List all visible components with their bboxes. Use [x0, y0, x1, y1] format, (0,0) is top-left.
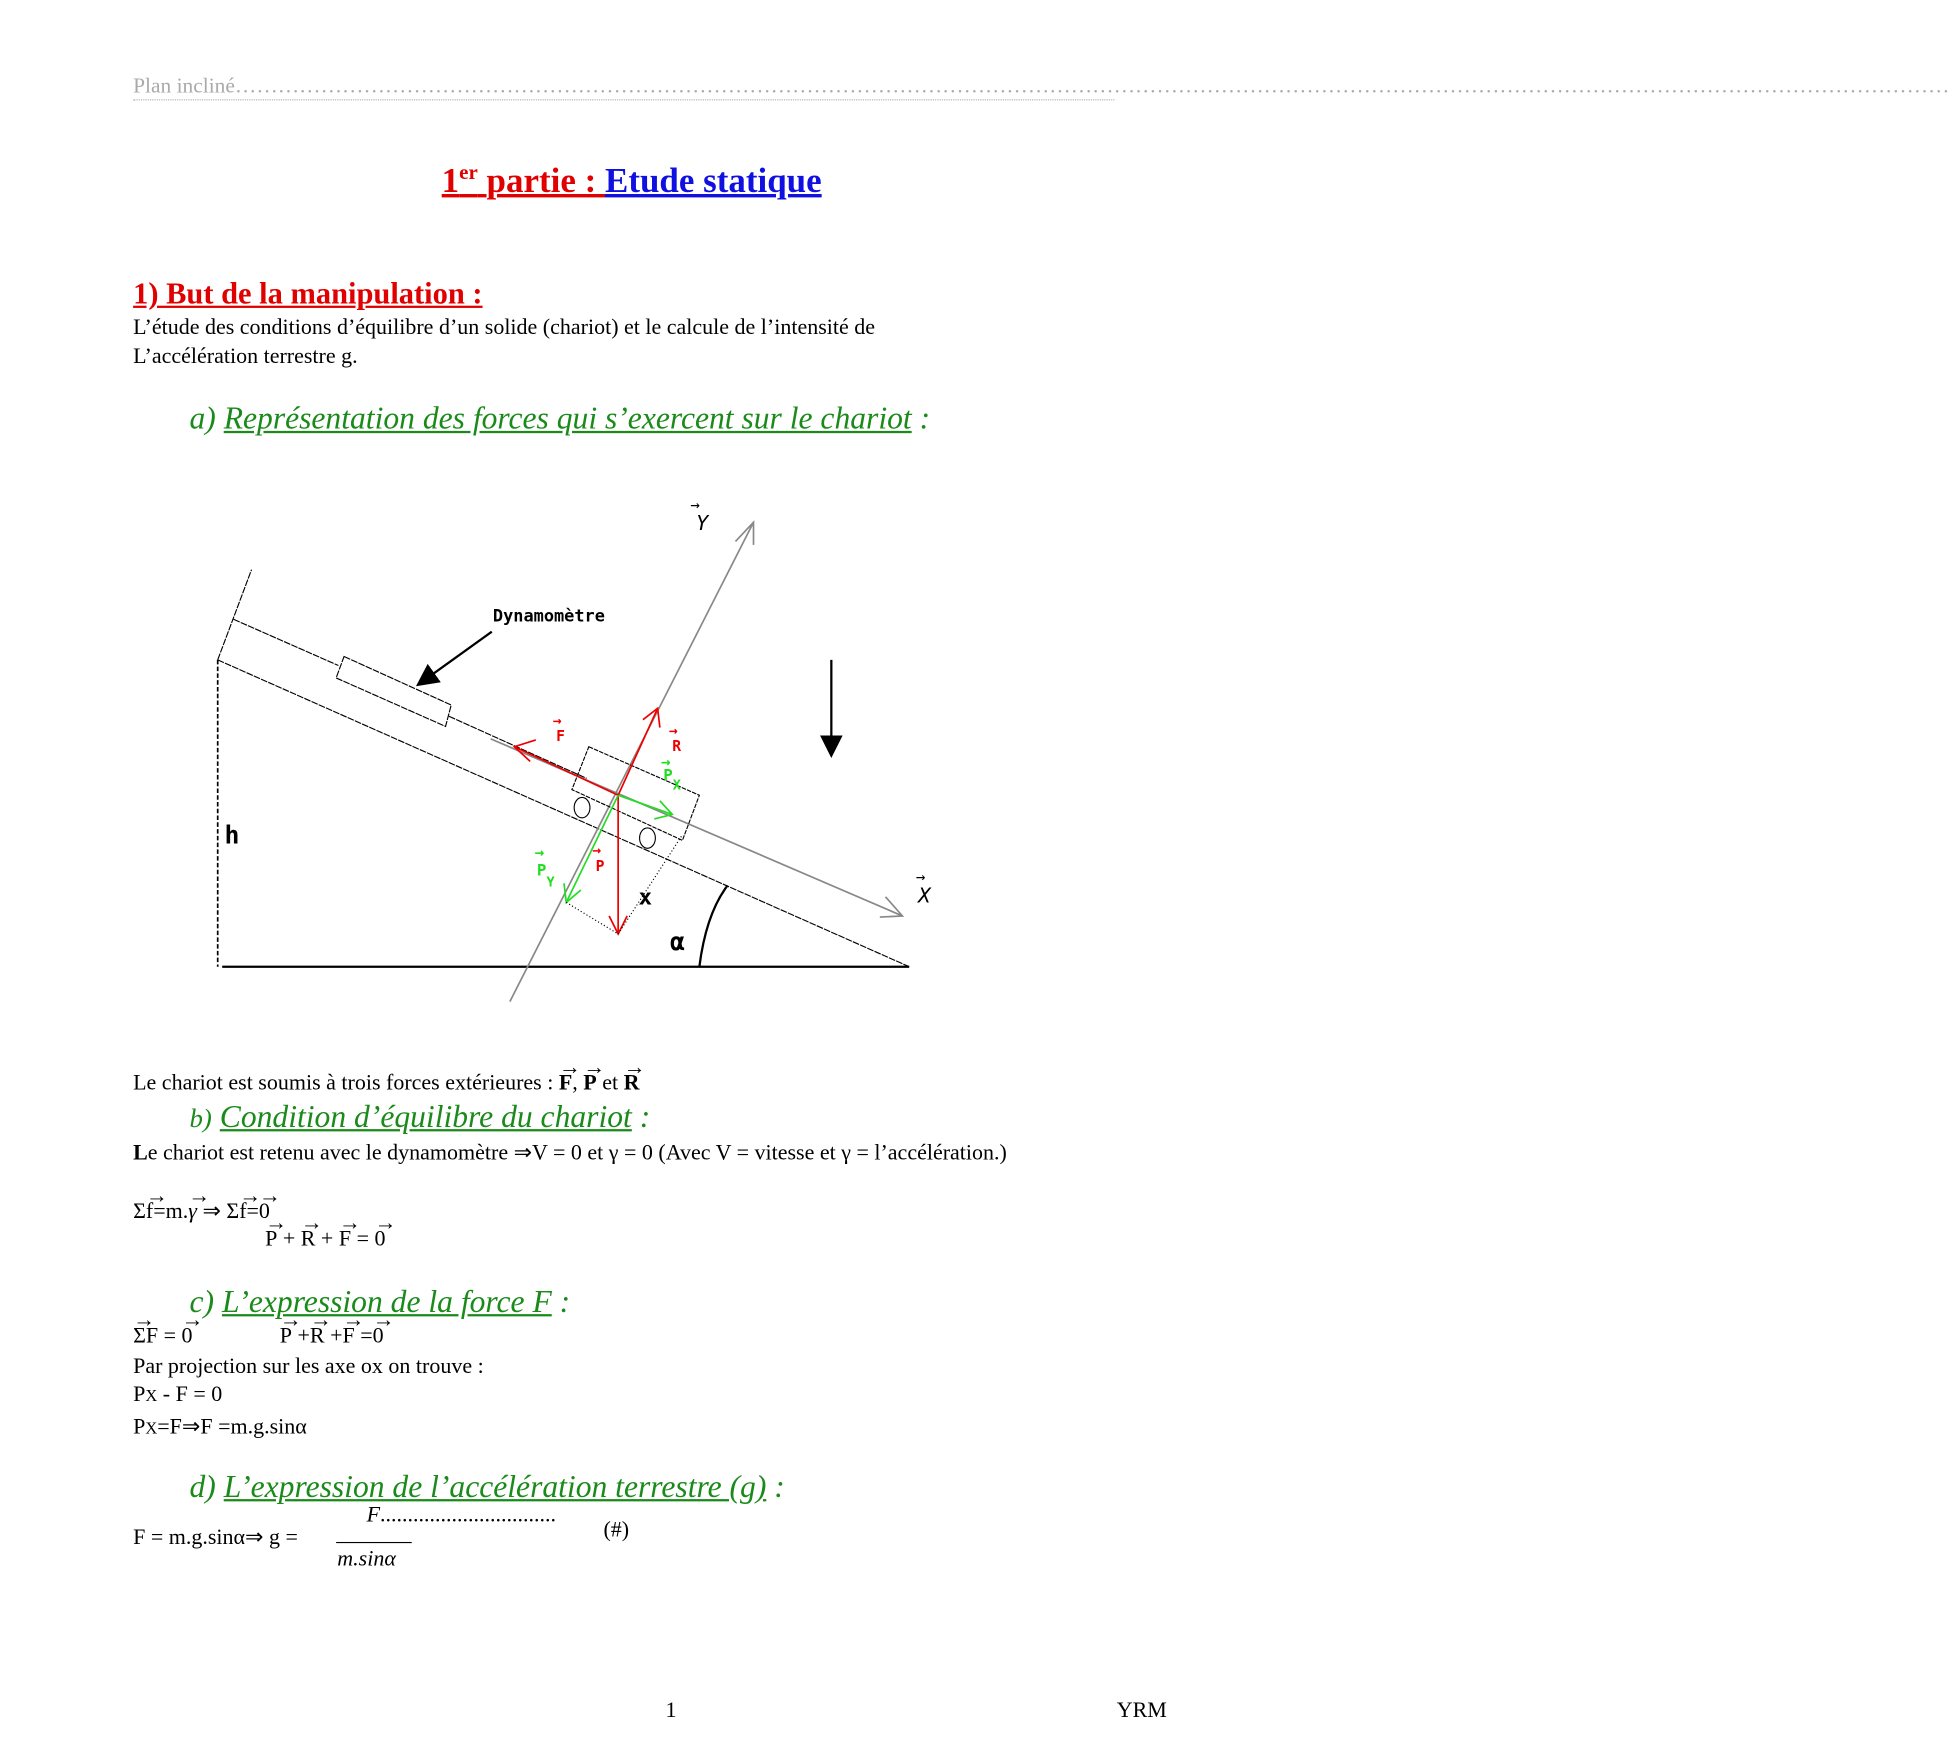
- inclined-plane-diagram: [0, 0, 1241, 1038]
- title-sup: er: [459, 160, 478, 185]
- label-F: F: [556, 728, 565, 746]
- vec-gamma: → γ: [188, 1200, 197, 1225]
- label-Px-sub: X: [672, 777, 681, 794]
- slope-line: [218, 660, 909, 967]
- cart-wheel: [640, 828, 656, 848]
- vec-P: → P: [265, 1227, 277, 1252]
- section1-line2: L’accélération terrestre g.: [133, 345, 358, 369]
- sigma: Σ: [226, 1200, 240, 1224]
- vec-sumF: → ΣF: [133, 1324, 158, 1349]
- title-part: partie :: [486, 160, 606, 200]
- vec-icon: →: [534, 842, 545, 862]
- vec-zero: → 0: [182, 1324, 193, 1349]
- heading-b-colon: :: [631, 1099, 651, 1135]
- equilibrium-text: e chariot est retenu avec le dynamomètre ⇒V = 0 et γ = 0 (Avec V = vitesse et γ = l’accélération.): [147, 1141, 1007, 1166]
- label-h: h: [224, 820, 240, 850]
- heading-d-title: L’expression de l’accélération terrestre (g): [223, 1469, 767, 1505]
- heading-d-label: d): [189, 1469, 216, 1505]
- cart-wheel: [574, 797, 590, 817]
- P: P: [133, 1382, 146, 1407]
- vec-f: → f: [239, 1200, 246, 1225]
- equation-newton: [133, 1198, 270, 1225]
- label-Px-main: P: [663, 765, 673, 785]
- eq: =: [158, 1324, 182, 1348]
- vector-P: → P: [583, 1072, 596, 1097]
- force-R-arrow: [618, 708, 657, 795]
- forces-sentence: [133, 1072, 639, 1097]
- bold-initial: L: [133, 1141, 148, 1166]
- eq: =: [351, 1227, 375, 1251]
- heading-c-colon: :: [551, 1284, 571, 1320]
- rest: =F⇒F =m.g.sinα: [157, 1415, 307, 1440]
- dots: ................................: [380, 1503, 557, 1528]
- sub-x: X: [145, 1420, 158, 1439]
- plus: +: [315, 1227, 339, 1251]
- vec-R: → R: [301, 1227, 316, 1252]
- vec-F: → F: [339, 1227, 351, 1252]
- sigma: Σ: [133, 1200, 146, 1224]
- sub-x: X: [145, 1387, 158, 1406]
- slope-end-line: [218, 570, 252, 660]
- section1-heading-text: 1) But de la manipulation :: [133, 276, 483, 311]
- numerator: F: [366, 1503, 381, 1528]
- axis-x-label: X: [918, 883, 931, 908]
- g-denominator: m.sinα: [337, 1547, 396, 1572]
- label-x: x: [638, 884, 653, 911]
- heading-a-title: Représentation des forces qui s’exercent sur le chariot: [223, 401, 912, 437]
- P: P: [133, 1415, 146, 1440]
- plus: +: [291, 1324, 310, 1348]
- equation-sum-forces: [265, 1227, 385, 1252]
- dynamometer-shape: [336, 656, 451, 726]
- vec-R: → R: [310, 1324, 325, 1349]
- projection-sentence: Par projection sur les axe ox on trouve :: [133, 1354, 484, 1379]
- equation-forces: [280, 1324, 384, 1349]
- eq-text: =m.: [153, 1200, 189, 1224]
- vector-R: → R: [624, 1072, 640, 1097]
- force-result-equation: [133, 1413, 307, 1440]
- label-Px: [663, 766, 681, 794]
- heading-c-title: L’expression de la force F: [221, 1284, 552, 1320]
- label-Py: [537, 860, 556, 890]
- dynamometer-label: Dynamomètre: [492, 605, 605, 626]
- eq: =: [354, 1324, 373, 1348]
- plus: +: [324, 1324, 343, 1348]
- sep: ,: [572, 1071, 584, 1096]
- vec-icon: →: [668, 722, 678, 740]
- axis-y-vec-icon: →: [690, 494, 700, 514]
- label-Py-main: P: [536, 860, 547, 880]
- force-F-arrow: [514, 747, 618, 796]
- vec-zero: → 0: [373, 1324, 384, 1349]
- vec-F: → F: [342, 1324, 354, 1349]
- page-header: Plan incliné……………………………………………………………………………………………………………………………………………………………………………………………………………………: [133, 74, 1114, 100]
- heading-b-title: Condition d’équilibre du chariot: [219, 1099, 632, 1135]
- forces-text: Le chariot est soumis à trois forces extérieures :: [133, 1071, 559, 1096]
- label-alpha: α: [670, 926, 685, 956]
- et: et: [596, 1071, 624, 1096]
- vector-F: → F: [559, 1072, 572, 1097]
- heading-d: [190, 1470, 785, 1506]
- rest: - F = 0: [157, 1382, 223, 1407]
- angle-arc: [699, 885, 727, 966]
- heading-a-colon: :: [911, 401, 931, 437]
- projection-lines: [566, 835, 682, 934]
- title-subject: Etude statique: [605, 160, 822, 200]
- label-R: R: [672, 738, 682, 756]
- equation-sumF: [133, 1324, 192, 1349]
- title-number-text: 1: [441, 160, 460, 200]
- heading-c-label: c): [189, 1284, 215, 1320]
- vec-zero: → 0: [374, 1227, 385, 1252]
- implies: ⇒: [196, 1200, 227, 1224]
- heading-b-label: b): [189, 1104, 212, 1134]
- g-numerator: [367, 1504, 556, 1529]
- projection-equation: [133, 1383, 222, 1408]
- equilibrium-sentence: [133, 1139, 1007, 1166]
- vec-icon: →: [552, 712, 562, 730]
- label-Py-sub: Y: [546, 874, 555, 891]
- heading-d-colon: :: [766, 1469, 785, 1505]
- vec-zero: → 0: [259, 1200, 270, 1225]
- axis-x-vec-icon: →: [915, 867, 926, 887]
- author: YRM: [1116, 1698, 1167, 1723]
- rail-line: [233, 619, 338, 665]
- section1-line1: L’étude des conditions d’équilibre d’un solide (chariot) et le calcule de l’intensité de: [133, 315, 876, 340]
- dynamometer-pointer-arrow: [420, 632, 492, 684]
- heading-b: [190, 1100, 651, 1136]
- vec-icon: →: [661, 752, 671, 772]
- vec-f: → f: [146, 1200, 153, 1225]
- plus: +: [277, 1227, 301, 1251]
- eq-text: =: [246, 1200, 259, 1224]
- label-P: P: [595, 857, 605, 875]
- force-Py-arrowhead-icon: [564, 883, 581, 902]
- equation-tag: (#): [603, 1518, 630, 1542]
- rail-line-2: [449, 716, 587, 778]
- vec-P: → P: [280, 1324, 292, 1349]
- fraction-bar: [336, 1542, 412, 1543]
- vec-icon: →: [592, 842, 602, 860]
- page-number: 1: [665, 1698, 677, 1723]
- heading-a-label: a): [189, 401, 216, 437]
- g-equation-lhs: F = m.g.sinα⇒ g =: [133, 1526, 298, 1550]
- axis-y-label: Y: [695, 511, 709, 536]
